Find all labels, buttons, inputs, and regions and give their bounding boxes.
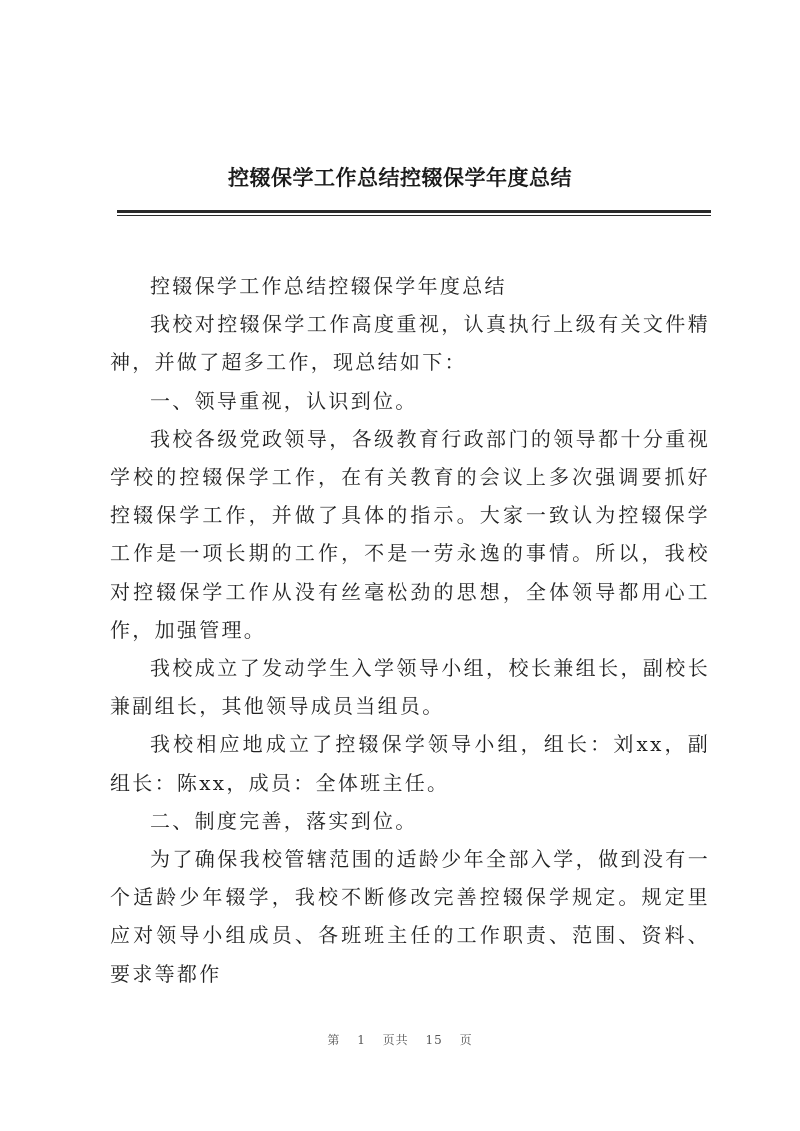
footer-prefix: 第: [327, 1033, 341, 1047]
footer-middle: 页共: [382, 1033, 409, 1047]
document-title: 控辍保学工作总结控辍保学年度总结: [228, 166, 572, 190]
footer-current-page: 1: [357, 1033, 366, 1047]
title-underline-thin: [117, 215, 711, 216]
title-underline-thick: [117, 210, 711, 213]
body-paragraph: 我校成立了发动学生入学领导小组，校长兼组长，副校长兼副组长，其他领导成员当组员。: [110, 656, 710, 719]
body-paragraph: 我校各级党政领导，各级教育行政部门的领导都十分重视学校的控辍保学工作，在有关教育的会议上多次强调要抓好控辍保学工作，并做了具体的指示。大家一致认为控辍保学工作是一项长期的工作，不是一劳永逸的事情。所以，我校对控辍保学工作从没有丝毫松劲的思想，全体领导都用心工作，加强管理。: [110, 426, 710, 642]
document-body: [110, 267, 710, 993]
body-paragraph: 为了确保我校管辖范围的适龄少年全部入学，做到没有一个适龄少年辍学，我校不断修改完善控辍保学规定。规定里应对领导小组成员、各班班主任的工作职责、范围、资料、要求等都作: [110, 847, 710, 986]
footer-total-pages: 15: [425, 1033, 443, 1047]
section-heading: 二、制度完善，落实到位。: [150, 808, 418, 833]
footer-suffix: 页: [459, 1033, 473, 1047]
body-paragraph: 控辍保学工作总结控辍保学年度总结: [150, 274, 507, 298]
body-paragraph: 我校相应地成立了控辍保学领导小组，组长：刘xx，副组长：陈xx，成员：全体班主任。: [110, 732, 710, 795]
section-heading: 一、领导重视，认识到位。: [150, 388, 418, 413]
body-paragraph: 我校对控辍保学工作高度重视，认真执行上级有关文件精神，并做了超多工作，现总结如下：: [110, 312, 710, 375]
page-footer: [0, 1030, 800, 1050]
